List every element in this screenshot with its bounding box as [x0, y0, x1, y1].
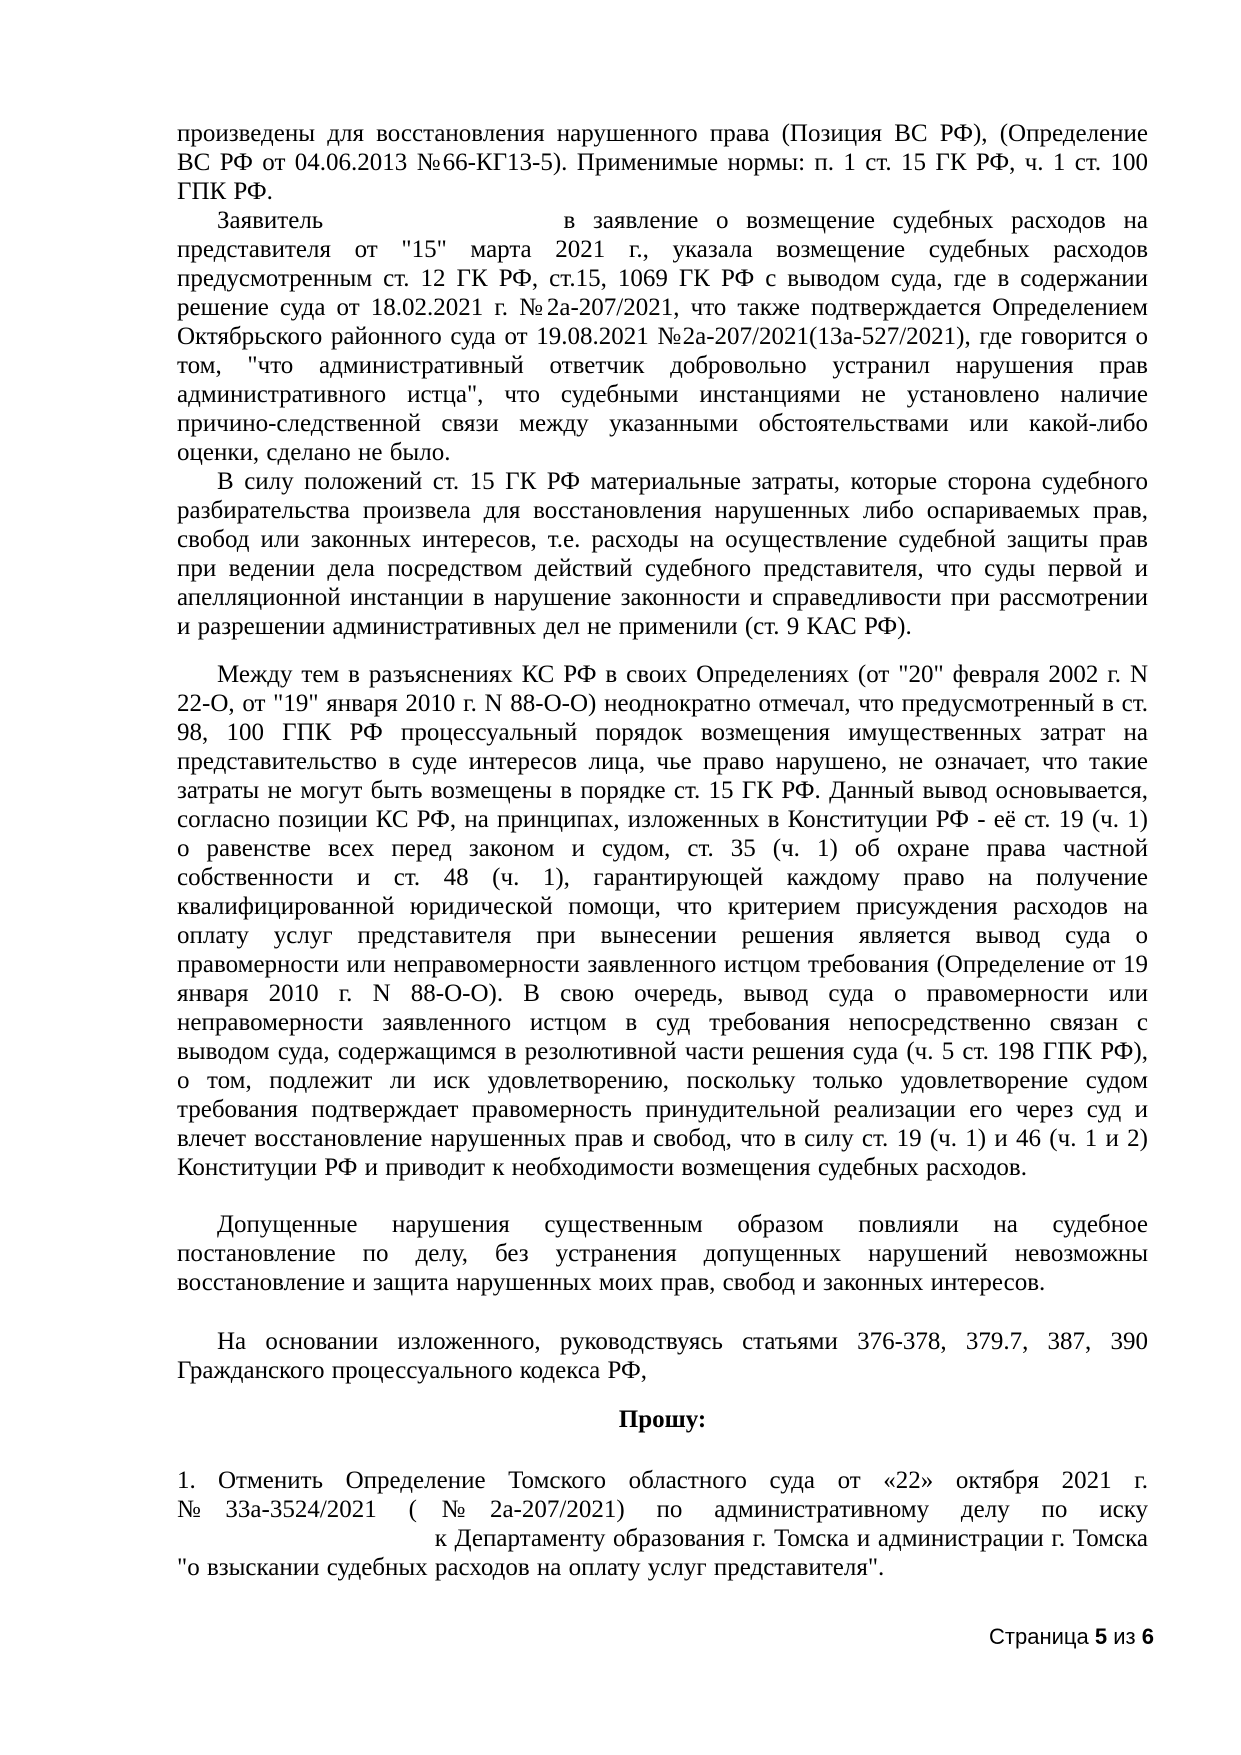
footer-page-label: Страница [989, 1624, 1089, 1649]
document-body [177, 119, 1148, 1582]
petition-item-text-after-gap: к Департаменту образования г. Томска и администрации г. Томска "о взыскании судебных расходов на оплату услуг представителя". [177, 1525, 1148, 1581]
paragraph-legal-basis: На основании изложенного, руководствуясь статьями 376-378, 379.7, 387, 390 Гражданского процессуального кодекса РФ, [177, 1328, 1148, 1384]
paragraph-claimant-statement [177, 206, 1148, 467]
paragraph-violations-impact: Допущенные нарушения существенным образом повлияли на судебное постановление по делу, без устранения допущенных нарушений невозможны восстановление и защита нарушенных моих прав, свобод и законных интересов. [177, 1211, 1148, 1296]
paragraph-article-15-gk: В силу положений ст. 15 ГК РФ материальные затраты, которые сторона судебного разбирательства произвела для восстановления нарушенных либо оспариваемых прав, свобод или законных интересов, т.е. расходы на осуществление судебной защиты прав при ведении дела посредством действий судебного представителя, что суды первой и апелляционной инстанции в нарушение законности и справедливости при рассмотрении и разрешении административных дел не применили (ст. 9 КАС РФ). [177, 468, 1148, 640]
redacted-claimant-gap [177, 1544, 427, 1546]
page-footer [989, 1624, 1154, 1650]
footer-total-pages: 6 [1141, 1624, 1154, 1649]
petition-item-text-before-gap: Отменить Определение Томского областного суда от «22» октября 2021 г. №33а-3524/2021 (№2а-207/2021) по административному делу по иску [177, 1467, 1148, 1523]
redacted-name-gap [341, 226, 546, 228]
petition-item-1 [177, 1466, 1148, 1582]
paragraph-applicable-norms: произведены для восстановления нарушенного права (Позиция ВС РФ), (Определение ВС РФ от 04.06.2013 №66-КГ13-5). Применимые нормы: п. 1 ст. 15 ГК РФ, ч. 1 ст. 100 ГПК РФ. [177, 120, 1148, 205]
petition-heading: Прошу: [618, 1406, 707, 1433]
footer-page-number: 5 [1094, 1624, 1108, 1649]
claimant-word: Заявитель [217, 207, 324, 234]
paragraph-ks-rf-positions: Между тем в разъяснениях КС РФ в своих Определениях (от "20" февраля 2002 г. N 22-О, от "19" января 2010 г. N 88-О-О) неоднократно отмечал, что предусмотренный в ст. 98, 100 ГПК РФ процессуальный порядок возмещения имущественных затрат на представительство в суде интересов лица, чье право нарушено, не означает, что такие затраты не могут быть возмещены в порядке ст. 15 ГК РФ. Данный вывод основывается, согласно позиции КС РФ, на принципах, изложенных в Конституции РФ - её ст. 19 (ч. 1) о равенстве всех перед законом и судом, ст. 35 (ч. 1) об охране права частной собственности и ст. 48 (ч. 1), гарантирующей каждому право на получение квалифицированной юридической помощи, что критерием присуждения расходов на оплату услуг представителя при вынесении решения является вывод суда о правомерности или неправомерности заявленного истцом требования (Определение от 19 января 2010 г. N 88-О-О). В свою очередь, вывод суда о правомерности или неправомерности заявленного истцом в суд требования непосредственно связан с выводом суда, содержащимся в резолютивной части решения суда (ч. 5 ст. 198 ГПК РФ), о том, подлежит ли иск удовлетворению, поскольку только удовлетворение судом требования подтверждает правомерность принудительной реализации его через суд и влечет восстановление нарушенных прав и свобод, что в силу ст. 19 (ч. 1) и 46 (ч. 1 и 2) Конституции РФ и приводит к необходимости возмещения судебных расходов. [177, 661, 1148, 1181]
claimant-statement-text: в заявление о возмещение судебных расходов на представителя от "15" марта 2021 г., указала возмещение судебных расходов предусмотренным ст. 12 ГК РФ, ст.15, 1069 ГК РФ с выводом суда, где в содержании решение суда от 18.02.2021 г. №2а-207/2021, что также подтверждается Определением Октябрьского районного суда от 19.08.2021 №2а-207/2021(13а-527/2021), где говорится о том, "что административный ответчик добровольно устранил нарушения прав административного истца", что судебными инстанциями не установлено наличие причино-следственной связи между указанными обстоятельствами или какой-либо оценки, сделано не было. [177, 207, 1148, 466]
petition-item-number: 1. [177, 1467, 196, 1494]
footer-of-label: из [1113, 1624, 1136, 1649]
